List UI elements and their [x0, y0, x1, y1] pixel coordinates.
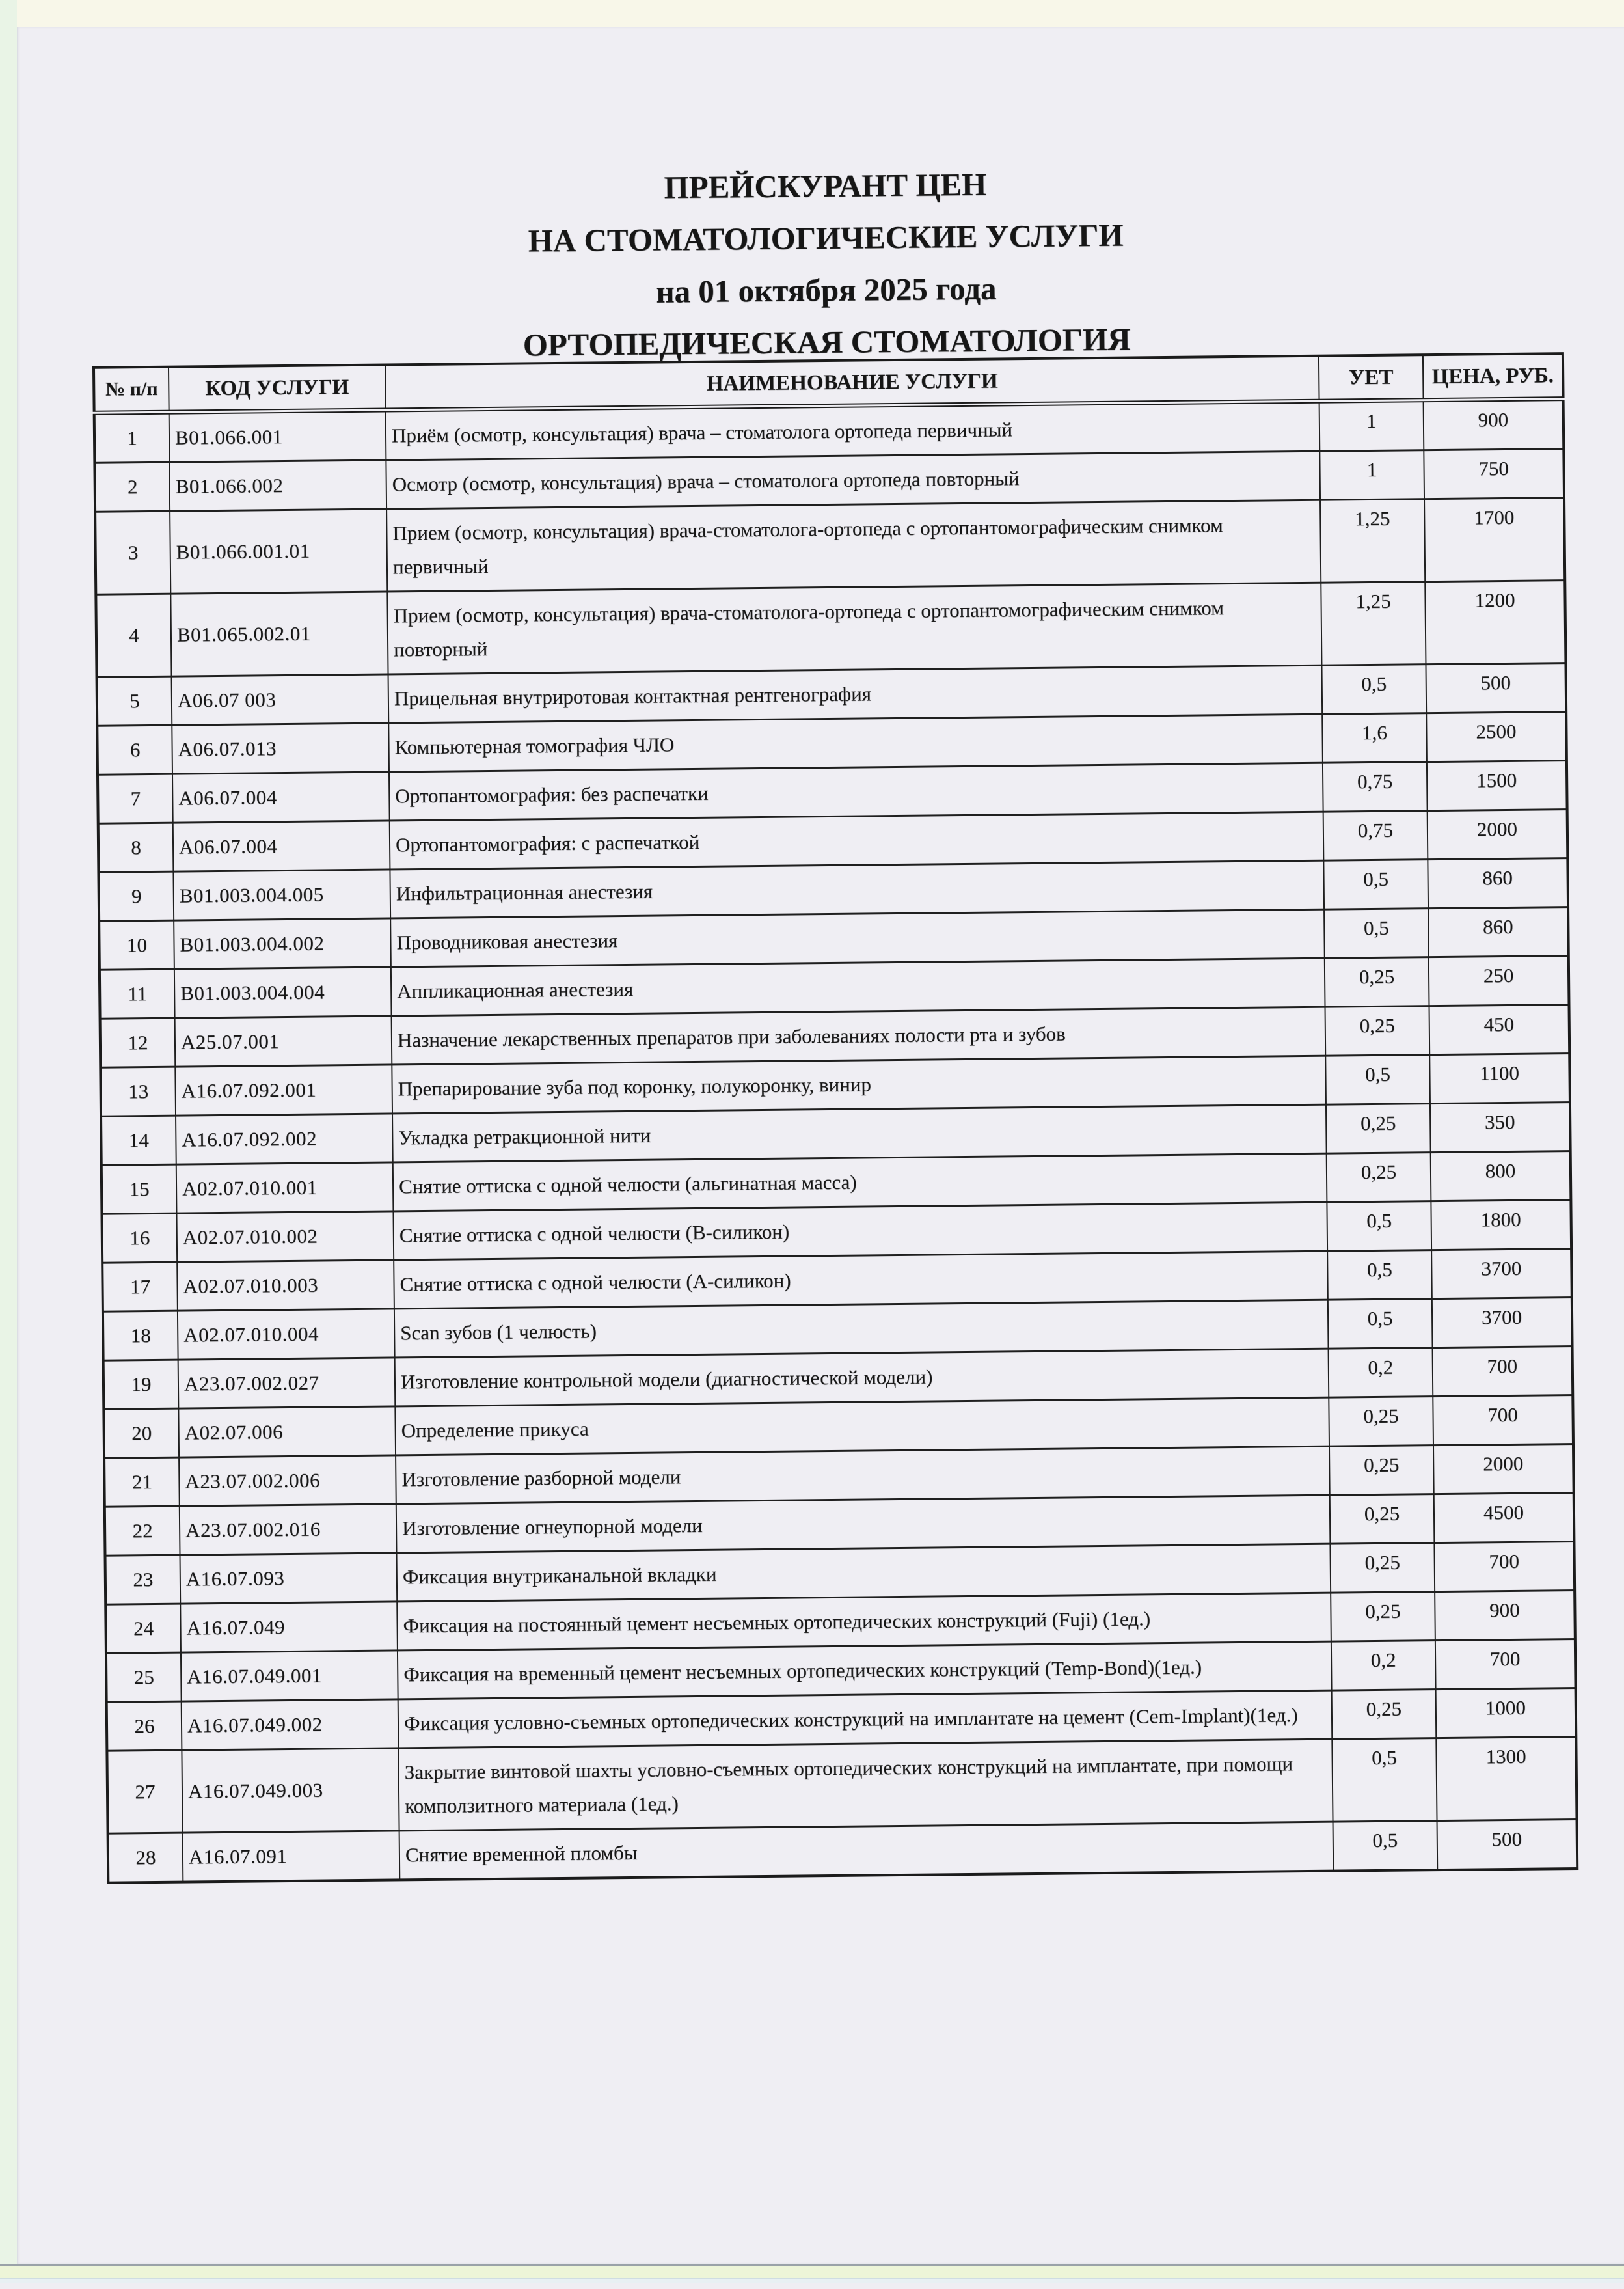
uet-cell: 0,25 [1326, 1104, 1431, 1154]
row-number-cell: 8 [98, 823, 174, 872]
uet-cell: 1 [1320, 400, 1424, 452]
service-name-cell: Снятие оттиска с одной челюсти (В-силикон) [393, 1202, 1327, 1260]
price-cell: 2000 [1433, 1444, 1574, 1494]
service-name-cell: Осмотр (осмотр, консультация) врача – стоматолога ортопеда повторный [386, 451, 1320, 509]
service-code-cell: A02.07.010.001 [176, 1162, 394, 1213]
service-code-cell: A16.07.093 [180, 1553, 398, 1604]
price-cell: 3700 [1432, 1298, 1573, 1348]
service-name-cell: Прием (осмотр, консультация) врача-стоматолога-ортопеда с ортопантомографическим снимком первичный [386, 500, 1321, 592]
service-code-cell: B01.065.002.01 [170, 592, 388, 676]
uet-cell: 1,25 [1321, 582, 1426, 666]
table-row [96, 581, 1565, 678]
price-cell: 3700 [1431, 1249, 1572, 1299]
row-number-cell: 11 [100, 969, 175, 1019]
service-code-cell: A06.07.004 [172, 772, 390, 823]
service-name-cell: Scan зубов (1 челюсть) [394, 1300, 1329, 1358]
row-number-cell: 13 [100, 1067, 176, 1116]
price-cell: 250 [1429, 956, 1569, 1006]
price-cell: 860 [1428, 907, 1569, 957]
price-cell: 860 [1428, 858, 1568, 909]
service-name-cell: Изготовление огнеупорной модели [396, 1495, 1331, 1553]
service-code-cell: A02.07.010.002 [176, 1211, 394, 1262]
uet-cell: 0,5 [1325, 1055, 1430, 1105]
price-cell: 700 [1433, 1395, 1573, 1446]
row-number-cell: 23 [105, 1555, 181, 1604]
service-code-cell: A06.07.013 [172, 723, 389, 774]
row-number-cell: 12 [100, 1018, 176, 1067]
service-name-cell: Прицельная внутриротовая контактная рентгенография [388, 665, 1323, 723]
service-code-cell: B01.066.001.01 [170, 509, 387, 594]
price-cell: 450 [1429, 1005, 1570, 1055]
col-header-name: НАИМЕНОВАНИЕ УСЛУГИ [385, 356, 1320, 410]
price-cell: 700 [1434, 1542, 1575, 1592]
service-name-cell: Снятие оттиска с одной челюсти (альгинатная масса) [393, 1153, 1327, 1211]
service-code-cell: A25.07.001 [175, 1016, 392, 1067]
price-cell: 500 [1426, 663, 1566, 713]
title-line-2: НА СТОМАТОЛОГИЧЕСКИЕ УСЛУГИ [91, 205, 1561, 271]
price-cell: 500 [1437, 1820, 1578, 1871]
uet-cell: 0,5 [1323, 860, 1428, 910]
title-line-4: ОРТОПЕДИЧЕСКАЯ СТОМАТОЛОГИЯ [92, 309, 1562, 376]
row-number-cell: 9 [98, 871, 174, 921]
row-number-cell: 4 [96, 594, 171, 677]
col-header-num: № п/п [94, 367, 169, 413]
uet-cell: 0,25 [1331, 1592, 1435, 1642]
price-cell: 1100 [1429, 1054, 1570, 1104]
uet-cell: 0,25 [1327, 1153, 1431, 1203]
uet-cell: 1,25 [1320, 499, 1425, 583]
service-code-cell: A16.07.092.002 [176, 1114, 393, 1164]
row-number-cell: 25 [106, 1652, 182, 1702]
uet-cell: 0,5 [1332, 1738, 1437, 1822]
row-number-cell: 15 [102, 1164, 177, 1214]
service-name-cell: Изготовление контрольной модели (диагностической модели) [395, 1349, 1329, 1406]
scanner-edge-bottom-sliver [0, 2278, 1624, 2283]
service-name-cell: Снятие временной пломбы [399, 1822, 1334, 1880]
row-number-cell: 27 [107, 1750, 182, 1833]
service-code-cell: B01.003.004.004 [174, 967, 392, 1018]
service-code-cell: A16.07.091 [183, 1831, 400, 1882]
service-code-cell: B01.003.004.005 [173, 870, 390, 920]
service-name-cell: Ортопантомография: без распечатки [389, 763, 1323, 821]
service-name-cell: Фиксация на временный цемент несъемных ортопедических конструкций (Temp-Bond)(1ед.) [398, 1641, 1332, 1699]
uet-cell: 0,5 [1327, 1201, 1431, 1252]
price-cell: 2500 [1426, 712, 1567, 762]
service-code-cell: B01.003.004.002 [174, 918, 391, 969]
uet-cell: 0,25 [1332, 1690, 1437, 1740]
uet-cell: 0,25 [1325, 1006, 1430, 1056]
service-code-cell: A16.07.049 [180, 1602, 398, 1652]
service-code-cell: B01.066.002 [169, 460, 386, 511]
price-cell: 4500 [1434, 1493, 1575, 1543]
table-row [107, 1737, 1577, 1834]
price-cell: 1200 [1425, 581, 1565, 665]
service-name-cell: Укладка ретракционной нити [392, 1104, 1327, 1162]
price-cell: 700 [1435, 1639, 1576, 1690]
row-number-cell: 19 [103, 1360, 179, 1409]
price-cell: 2000 [1428, 810, 1568, 860]
title-line-3: на 01 октября 2025 года [92, 257, 1562, 323]
price-cell: 750 [1424, 449, 1564, 499]
uet-cell: 0,75 [1323, 811, 1428, 861]
service-code-cell: A02.07.006 [178, 1406, 396, 1457]
row-number-cell: 22 [105, 1506, 180, 1556]
row-number-cell: 26 [107, 1701, 182, 1751]
row-number-cell: 24 [105, 1604, 181, 1653]
uet-cell: 0,5 [1321, 665, 1426, 715]
uet-cell: 1,6 [1322, 713, 1427, 763]
row-number-cell: 17 [102, 1262, 178, 1311]
row-number-cell: 2 [94, 462, 170, 512]
uet-cell: 0,2 [1329, 1348, 1433, 1398]
service-code-cell: A02.07.010.004 [178, 1309, 395, 1360]
uet-cell: 0,75 [1323, 762, 1428, 812]
uet-cell: 0,2 [1331, 1641, 1436, 1691]
service-name-cell: Компьютерная томография ЧЛО [388, 714, 1323, 772]
service-code-cell: A23.07.002.016 [180, 1504, 397, 1555]
service-code-cell: A16.07.049.002 [182, 1699, 399, 1750]
service-code-cell: A16.07.049.003 [182, 1748, 399, 1833]
service-name-cell: Снятие оттиска с одной челюсти (А-силикон) [394, 1251, 1328, 1309]
price-cell: 900 [1435, 1591, 1575, 1641]
price-cell: 350 [1430, 1103, 1571, 1153]
table-row [95, 498, 1565, 595]
uet-cell: 0,25 [1329, 1446, 1434, 1496]
service-code-cell: A23.07.002.006 [179, 1455, 396, 1506]
row-number-cell: 3 [95, 511, 170, 594]
uet-cell: 0,5 [1327, 1250, 1432, 1300]
service-name-cell: Назначение лекарственных препаратов при заболеваниях полости рта и зубов [392, 1007, 1326, 1065]
service-name-cell: Определение прикуса [395, 1397, 1329, 1455]
service-code-cell: A23.07.002.027 [178, 1358, 396, 1408]
uet-cell: 0,25 [1325, 957, 1429, 1007]
price-cell: 700 [1433, 1347, 1573, 1397]
row-number-cell: 5 [97, 676, 172, 726]
row-number-cell: 21 [104, 1457, 180, 1507]
row-number-cell: 16 [102, 1213, 177, 1263]
service-name-cell: Прием (осмотр, консультация) врача-стоматолога-ортопеда с ортопантомографическим снимком повторный [387, 583, 1321, 674]
row-number-cell: 20 [103, 1408, 179, 1458]
service-name-cell: Инфильтрационная анестезия [390, 860, 1324, 918]
row-number-cell: 6 [97, 725, 172, 774]
service-name-cell: Ортопантомография: с распечаткой [390, 812, 1324, 870]
price-cell: 900 [1424, 399, 1564, 450]
row-number-cell: 1 [94, 412, 170, 463]
col-header-uet: УЕТ [1319, 355, 1424, 401]
row-number-cell: 14 [101, 1116, 176, 1165]
service-name-cell: Проводниковая анестезия [390, 909, 1325, 967]
price-cell: 1000 [1436, 1688, 1577, 1738]
service-code-cell: A16.07.049.001 [181, 1651, 398, 1701]
price-cell: 1500 [1427, 761, 1567, 811]
service-name-cell: Приём (осмотр, консультация) врача – стоматолога ортопеда первичный [386, 401, 1320, 460]
service-code-cell: A16.07.092.001 [175, 1065, 392, 1116]
service-code-cell: A06.07 003 [172, 674, 389, 725]
price-cell: 1800 [1431, 1200, 1571, 1250]
price-cell: 1300 [1436, 1737, 1577, 1821]
col-header-code: КОД УСЛУГИ [169, 365, 386, 413]
service-name-cell: Фиксация внутриканальной вкладки [396, 1544, 1331, 1602]
service-name-cell: Закрытие винтовой шахты условно-съемных ортопедических конструкций на имплантате, при помощи комползитного материала (1ед.) [398, 1739, 1333, 1831]
service-name-cell: Аппликационная анестезия [391, 958, 1325, 1016]
uet-cell: 0,25 [1329, 1397, 1433, 1447]
scanner-edge-bottom [0, 2264, 1624, 2283]
col-header-price: ЦЕНА, РУБ. [1423, 353, 1563, 400]
service-name-cell: Изготовление разборной модели [396, 1446, 1330, 1504]
document-title [90, 153, 1562, 376]
row-number-cell: 7 [98, 774, 173, 823]
service-name-cell: Фиксация условно-съемных ортопедических конструкций на имплантате на цемент (Cem-Implant)(1ед.) [398, 1690, 1333, 1748]
title-line-1: ПРЕЙСКУРАНТ ЦЕН [90, 153, 1560, 219]
uet-cell: 0,25 [1330, 1543, 1435, 1593]
price-cell: 800 [1431, 1151, 1571, 1201]
uet-cell: 0,25 [1330, 1494, 1435, 1544]
price-cell: 1700 [1424, 498, 1565, 582]
price-table [92, 352, 1578, 1884]
service-name-cell: Препарирование зуба под коронку, полукоронку, винир [392, 1056, 1326, 1114]
service-code-cell: A06.07.004 [173, 821, 390, 871]
service-code-cell: B01.066.001 [169, 410, 386, 462]
uet-cell: 0,5 [1333, 1821, 1438, 1871]
uet-cell: 0,5 [1328, 1299, 1433, 1349]
row-number-cell: 10 [99, 920, 174, 970]
service-code-cell: A02.07.010.003 [177, 1260, 394, 1311]
uet-cell: 0,5 [1324, 909, 1429, 959]
row-number-cell: 28 [108, 1833, 183, 1883]
row-number-cell: 18 [103, 1311, 178, 1360]
uet-cell: 1 [1320, 450, 1424, 500]
service-name-cell: Фиксация на постоянный цемент несъемных ортопедических конструкций (Fuji) (1ед.) [397, 1593, 1331, 1651]
